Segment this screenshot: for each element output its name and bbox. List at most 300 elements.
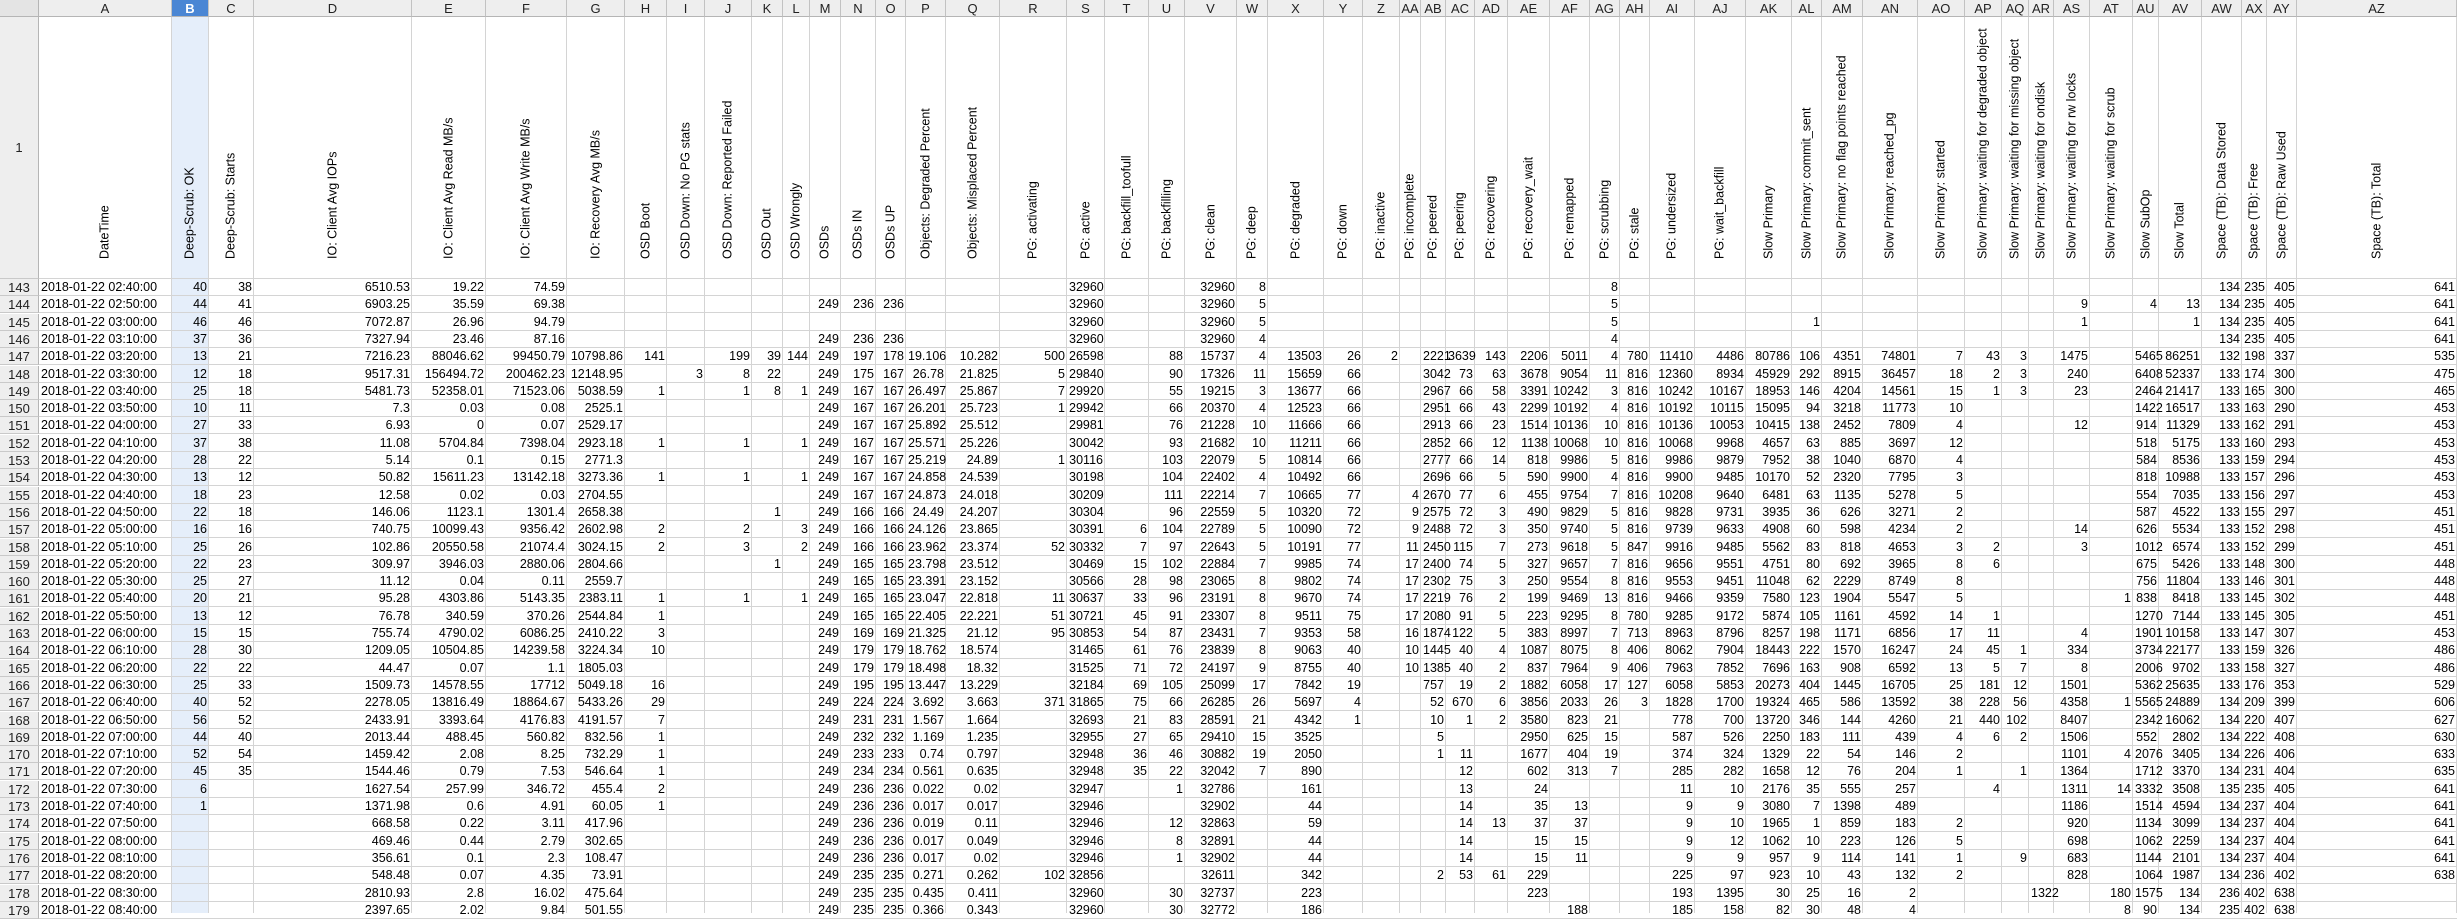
table-cell[interactable]: 224 [853, 695, 874, 709]
table-cell[interactable]: 816 [1627, 505, 1648, 519]
table-cell[interactable]: 816 [1627, 591, 1648, 605]
table-cell[interactable]: 1 [1354, 713, 1361, 727]
header-cell[interactable] [2297, 17, 2457, 279]
table-cell[interactable]: 11 [1987, 626, 2000, 640]
table-cell[interactable]: 9829 [1560, 505, 1588, 519]
table-cell[interactable]: 2018-01-22 06:00:00 [41, 626, 158, 640]
table-cell[interactable]: 1.235 [966, 730, 998, 744]
table-cell[interactable]: 6903.25 [364, 297, 410, 311]
table-cell[interactable]: 3 [2020, 349, 2027, 363]
table-cell[interactable]: 14 [1459, 816, 1473, 830]
row-header[interactable]: 177 [0, 867, 39, 884]
table-cell[interactable]: 8755 [1294, 661, 1322, 675]
table-cell[interactable]: 1805.03 [577, 661, 623, 675]
table-cell[interactable]: 26.78 [912, 367, 944, 381]
table-cell[interactable]: 346 [1799, 713, 1820, 727]
table-cell[interactable]: 5 [1499, 626, 1506, 640]
table-cell[interactable]: 167 [853, 401, 874, 415]
table-cell[interactable]: 0.07 [459, 868, 484, 882]
table-cell[interactable]: 1 [658, 799, 665, 813]
table-cell[interactable]: 1311 [2061, 782, 2088, 796]
header-cell[interactable] [1324, 17, 1363, 279]
row-header[interactable]: 149 [0, 383, 39, 400]
table-cell[interactable]: 66 [1347, 367, 1361, 381]
table-cell[interactable]: 40 [193, 280, 207, 294]
table-cell[interactable]: 145 [2244, 609, 2265, 623]
table-cell[interactable]: 26 [1604, 695, 1618, 709]
table-cell[interactable]: 6856 [1888, 626, 1916, 640]
header-cell[interactable] [1268, 17, 1324, 279]
table-cell[interactable]: 2450 [1423, 540, 1451, 554]
table-cell[interactable]: 535 [2434, 349, 2455, 363]
table-cell[interactable]: 371 [1044, 695, 1065, 709]
table-cell[interactable]: 10 [1949, 401, 1963, 415]
table-cell[interactable]: 44.47 [378, 661, 410, 675]
table-cell[interactable]: 713 [1627, 626, 1648, 640]
table-cell[interactable]: 9.84 [540, 903, 565, 917]
table-cell[interactable]: 10115 [1710, 401, 1744, 415]
row-header[interactable]: 165 [0, 660, 39, 677]
table-cell[interactable]: 66 [1459, 436, 1473, 450]
table-cell[interactable]: 32960 [1200, 332, 1235, 346]
table-cell[interactable]: 66 [1347, 453, 1361, 467]
table-cell[interactable]: 1501 [2060, 678, 2088, 692]
table-cell[interactable]: 10136 [1553, 418, 1588, 432]
table-cell[interactable]: 0.03 [459, 401, 484, 415]
table-cell[interactable]: 1 [2020, 643, 2027, 657]
table-cell[interactable]: 10 [1604, 436, 1618, 450]
table-cell[interactable]: 9968 [1716, 436, 1744, 450]
table-cell[interactable]: 0.435 [912, 886, 944, 900]
table-cell[interactable]: 1570 [1833, 643, 1861, 657]
header-cell[interactable] [1792, 17, 1822, 279]
table-cell[interactable]: 0.02 [459, 488, 484, 502]
header-cell[interactable] [2090, 17, 2133, 279]
table-cell[interactable]: 548.48 [371, 868, 410, 882]
table-cell[interactable]: 5 [1611, 453, 1618, 467]
table-cell[interactable]: 24.207 [959, 505, 998, 519]
table-cell[interactable]: 7 [1259, 557, 1266, 571]
table-cell[interactable]: 816 [1627, 418, 1648, 432]
table-cell[interactable]: 40 [238, 730, 252, 744]
table-cell[interactable]: 66 [1347, 418, 1361, 432]
table-cell[interactable]: 2101 [2172, 851, 2200, 865]
table-cell[interactable]: 4 [2150, 297, 2157, 311]
table-cell[interactable]: 2 [658, 782, 665, 796]
table-cell[interactable]: 8 [2081, 661, 2088, 675]
column-header-ay[interactable]: AY [2267, 0, 2297, 17]
table-cell[interactable]: 402 [2244, 903, 2265, 917]
table-cell[interactable]: 2852 [1423, 436, 1451, 450]
table-cell[interactable]: 816 [1627, 488, 1648, 502]
table-cell[interactable]: 2400 [1423, 557, 1451, 571]
table-cell[interactable]: 8 [1259, 574, 1266, 588]
table-cell[interactable]: 3024.15 [577, 540, 623, 554]
table-cell[interactable]: 2050 [1294, 747, 1322, 761]
header-cell[interactable] [705, 17, 752, 279]
table-cell[interactable]: 5 [1259, 540, 1266, 554]
table-cell[interactable]: 9640 [1716, 488, 1744, 502]
header-cell[interactable] [1822, 17, 1863, 279]
table-cell[interactable]: 249 [818, 470, 839, 484]
table-cell[interactable]: 233 [853, 747, 874, 761]
table-cell[interactable]: 602 [1527, 764, 1548, 778]
table-cell[interactable]: 17 [1405, 591, 1419, 605]
table-cell[interactable]: 11666 [1288, 418, 1322, 432]
header-cell[interactable] [1105, 17, 1149, 279]
header-cell[interactable] [1918, 17, 1965, 279]
table-cell[interactable]: 14 [1949, 609, 1963, 623]
header-cell[interactable] [1067, 17, 1105, 279]
table-cell[interactable]: 75 [1133, 695, 1147, 709]
table-cell[interactable]: 1 [743, 384, 750, 398]
row-header[interactable]: 175 [0, 833, 39, 850]
table-cell[interactable]: 32902 [1200, 799, 1235, 813]
table-cell[interactable]: 23065 [1200, 574, 1235, 588]
table-cell[interactable]: 641 [2434, 297, 2455, 311]
table-cell[interactable]: 249 [818, 799, 839, 813]
table-cell[interactable]: 9356.42 [519, 522, 565, 536]
table-cell[interactable]: 236 [883, 297, 904, 311]
table-cell[interactable]: 9551 [1716, 557, 1744, 571]
table-cell[interactable]: 7696 [1762, 661, 1790, 675]
row-header[interactable]: 172 [0, 781, 39, 798]
table-cell[interactable]: 9359 [1716, 591, 1744, 605]
table-cell[interactable]: 32960 [1069, 903, 1104, 917]
row-header[interactable]: 176 [0, 850, 39, 867]
table-cell[interactable]: 15 [1574, 834, 1588, 848]
table-cell[interactable]: 25.867 [959, 384, 998, 398]
row-header[interactable]: 145 [0, 314, 39, 331]
header-cell[interactable] [1237, 17, 1268, 279]
table-cell[interactable]: 4 [1611, 349, 1618, 363]
table-cell[interactable]: 6.93 [385, 418, 410, 432]
header-cell[interactable] [1746, 17, 1792, 279]
table-cell[interactable]: 9900 [1665, 470, 1693, 484]
table-cell[interactable]: 30198 [1069, 470, 1104, 484]
table-cell[interactable]: 5 [1956, 488, 1963, 502]
table-cell[interactable]: 3224.34 [577, 643, 623, 657]
table-cell[interactable]: 399 [2274, 695, 2295, 709]
table-cell[interactable]: 828 [2067, 868, 2088, 882]
table-cell[interactable]: 237 [2244, 816, 2265, 830]
table-cell[interactable]: 235 [853, 903, 874, 917]
table-cell[interactable]: 229 [1527, 868, 1548, 882]
column-header-af[interactable]: AF [1550, 0, 1590, 17]
column-header-r[interactable]: R [1000, 0, 1067, 17]
table-cell[interactable]: 46 [193, 315, 207, 329]
table-cell[interactable]: 23.962 [908, 540, 947, 554]
table-cell[interactable]: 9657 [1560, 557, 1588, 571]
table-cell[interactable]: 529 [2434, 678, 2455, 692]
table-cell[interactable]: 30 [1169, 886, 1183, 900]
table-cell[interactable]: 327 [1527, 557, 1548, 571]
table-cell[interactable]: 66 [1459, 418, 1473, 432]
table-cell[interactable]: 63 [1806, 488, 1820, 502]
table-cell[interactable]: 228 [1979, 695, 2000, 709]
table-cell[interactable]: 5534 [2172, 522, 2200, 536]
table-cell[interactable]: 2 [1993, 540, 2000, 554]
table-cell[interactable]: 13677 [1287, 384, 1322, 398]
column-header-ab[interactable]: AB [1421, 0, 1446, 17]
table-cell[interactable]: 134 [2219, 764, 2240, 778]
table-cell[interactable]: 7 [1140, 540, 1147, 554]
table-cell[interactable]: 30469 [1069, 557, 1104, 571]
table-cell[interactable]: 43 [1986, 349, 2000, 363]
column-header-ao[interactable]: AO [1918, 0, 1965, 17]
table-cell[interactable]: 17712 [530, 678, 565, 692]
header-cell[interactable] [1590, 17, 1620, 279]
table-cell[interactable]: 8963 [1665, 626, 1693, 640]
table-cell[interactable]: 8062 [1665, 643, 1693, 657]
table-cell[interactable]: 4 [1956, 453, 1963, 467]
table-cell[interactable]: 35.59 [452, 297, 484, 311]
table-cell[interactable]: 285 [1672, 764, 1693, 778]
table-cell[interactable]: 780 [1627, 609, 1648, 623]
row-header[interactable]: 150 [0, 400, 39, 417]
table-cell[interactable]: 32042 [1200, 764, 1235, 778]
table-cell[interactable]: 167 [853, 470, 874, 484]
table-cell[interactable]: 93 [1169, 436, 1183, 450]
table-cell[interactable]: 158 [1723, 903, 1744, 917]
table-cell[interactable]: 30391 [1069, 522, 1104, 536]
table-cell[interactable]: 156494.72 [424, 367, 484, 381]
table-cell[interactable]: 3 [1259, 384, 1266, 398]
row-header[interactable]: 155 [0, 487, 39, 504]
table-cell[interactable]: 23431 [1200, 626, 1235, 640]
table-cell[interactable]: 5 [1058, 367, 1065, 381]
table-cell[interactable]: 9554 [1560, 574, 1588, 588]
table-cell[interactable]: 560.82 [526, 730, 565, 744]
table-cell[interactable]: 144 [787, 349, 808, 363]
table-cell[interactable]: 1.664 [966, 713, 998, 727]
table-cell[interactable]: 1 [1993, 384, 2000, 398]
table-cell[interactable]: 2433.91 [364, 713, 410, 727]
header-cell[interactable] [906, 17, 946, 279]
table-cell[interactable]: 10208 [1658, 488, 1693, 502]
table-cell[interactable]: 186 [1301, 903, 1322, 917]
table-cell[interactable]: 32960 [1069, 886, 1104, 900]
table-cell[interactable]: 9739 [1665, 522, 1693, 536]
table-cell[interactable]: 7 [1956, 349, 1963, 363]
table-cell[interactable]: 232 [883, 730, 904, 744]
table-cell[interactable]: 1 [1437, 747, 1444, 761]
header-cell[interactable] [1400, 17, 1421, 279]
table-cell[interactable]: 2018-01-22 07:20:00 [41, 764, 158, 778]
table-cell[interactable]: 33 [238, 418, 252, 432]
table-cell[interactable]: 13 [1949, 661, 1963, 675]
table-cell[interactable]: 2810.93 [364, 886, 410, 900]
table-cell[interactable]: 0.1 [466, 851, 484, 865]
table-cell[interactable]: 370.26 [526, 609, 565, 623]
table-cell[interactable]: 3639 [1448, 349, 1476, 363]
table-cell[interactable]: 5853 [1716, 678, 1744, 692]
table-cell[interactable]: 14 [2117, 782, 2131, 796]
table-cell[interactable]: 108.47 [584, 851, 623, 865]
table-cell[interactable]: 2 [1909, 886, 1916, 900]
table-cell[interactable]: 3393.64 [438, 713, 484, 727]
table-cell[interactable]: 12523 [1287, 401, 1322, 415]
table-cell[interactable]: 18 [238, 367, 252, 381]
table-cell[interactable]: 405 [2274, 280, 2295, 294]
table-cell[interactable]: 51 [1051, 609, 1065, 623]
table-cell[interactable]: 10158 [2165, 626, 2200, 640]
table-cell[interactable]: 83 [1806, 540, 1820, 554]
table-cell[interactable]: 0.15 [540, 453, 565, 467]
table-cell[interactable]: 25.892 [908, 418, 947, 432]
table-cell[interactable]: 404 [2274, 764, 2295, 778]
table-cell[interactable]: 3525 [1294, 730, 1322, 744]
table-cell[interactable]: 18.498 [908, 661, 947, 675]
table-cell[interactable]: 41 [238, 297, 252, 311]
table-cell[interactable]: 24 [1534, 782, 1548, 796]
column-header-c[interactable]: C [209, 0, 254, 17]
table-cell[interactable]: 633 [2434, 747, 2455, 761]
row-header[interactable]: 151 [0, 417, 39, 434]
table-cell[interactable]: 22 [193, 505, 207, 519]
table-cell[interactable]: 77 [1347, 488, 1361, 502]
column-header-ag[interactable]: AG [1590, 0, 1620, 17]
table-cell[interactable]: 87.16 [533, 332, 565, 346]
table-cell[interactable]: 16 [651, 678, 665, 692]
table-cell[interactable]: 249 [818, 782, 839, 796]
table-cell[interactable]: 2383.11 [578, 591, 623, 605]
table-cell[interactable]: 9 [1686, 816, 1693, 830]
table-cell[interactable]: 165 [853, 609, 874, 623]
table-cell[interactable]: 282 [1723, 764, 1744, 778]
table-cell[interactable]: 69 [1133, 678, 1147, 692]
row-header[interactable]: 179 [0, 902, 39, 919]
table-cell[interactable]: 198 [1799, 626, 1820, 640]
table-cell[interactable]: 2951 [1423, 401, 1451, 415]
table-cell[interactable]: 169 [853, 626, 874, 640]
table-cell[interactable]: 134 [2219, 315, 2240, 329]
table-cell[interactable]: 5 [1499, 609, 1506, 623]
table-cell[interactable]: 2080 [1423, 609, 1451, 623]
table-cell[interactable]: 30304 [1069, 505, 1104, 519]
table-cell[interactable]: 10099.43 [431, 522, 484, 536]
table-cell[interactable]: 21 [1252, 713, 1266, 727]
table-cell[interactable]: 1101 [2061, 747, 2088, 761]
table-cell[interactable]: 2018-01-22 08:00:00 [41, 834, 158, 848]
table-cell[interactable]: 231 [883, 713, 904, 727]
table-cell[interactable]: 4 [1956, 730, 1963, 744]
table-cell[interactable]: 156 [2244, 488, 2265, 502]
table-cell[interactable]: 7795 [1888, 470, 1916, 484]
table-cell[interactable]: 587 [2136, 505, 2157, 519]
table-cell[interactable]: 2804.66 [577, 557, 623, 571]
table-cell[interactable]: 249 [818, 557, 839, 571]
table-cell[interactable]: 4908 [1762, 522, 1790, 536]
table-cell[interactable]: 13503 [1287, 349, 1322, 363]
table-cell[interactable]: 74 [1347, 574, 1361, 588]
table-cell[interactable]: 1209.05 [364, 643, 410, 657]
table-cell[interactable]: 32960 [1069, 280, 1104, 294]
table-cell[interactable]: 21.325 [908, 626, 947, 640]
table-cell[interactable]: 3391 [1520, 384, 1548, 398]
table-cell[interactable]: 9802 [1294, 574, 1322, 588]
table-cell[interactable]: 9702 [2172, 661, 2200, 675]
table-cell[interactable]: 180 [2110, 886, 2131, 900]
table-cell[interactable]: 8075 [1560, 643, 1588, 657]
header-cell[interactable] [1421, 17, 1446, 279]
table-cell[interactable]: 13.229 [959, 678, 998, 692]
table-cell[interactable]: 32960 [1069, 315, 1104, 329]
table-cell[interactable]: 908 [1840, 661, 1861, 675]
table-cell[interactable]: 33 [1133, 591, 1147, 605]
table-cell[interactable]: 44 [193, 730, 207, 744]
table-cell[interactable]: 165 [883, 609, 904, 623]
table-cell[interactable]: 7842 [1294, 678, 1322, 692]
table-cell[interactable]: 1658 [1762, 764, 1790, 778]
table-cell[interactable]: 13592 [1881, 695, 1916, 709]
column-header-ap[interactable]: AP [1965, 0, 2002, 17]
table-cell[interactable]: 20370 [1200, 401, 1235, 415]
column-header-x[interactable]: X [1268, 0, 1324, 17]
row-header[interactable]: 170 [0, 746, 39, 763]
header-cell[interactable] [946, 17, 1000, 279]
table-cell[interactable]: 102.86 [371, 540, 410, 554]
table-cell[interactable]: 5 [1437, 730, 1444, 744]
table-cell[interactable]: 440 [1979, 713, 2000, 727]
table-cell[interactable]: 757 [1423, 678, 1444, 692]
table-cell[interactable]: 236 [853, 297, 874, 311]
table-cell[interactable]: 86251 [2165, 349, 2200, 363]
table-cell[interactable]: 406 [1627, 661, 1648, 675]
table-cell[interactable]: 2320 [1833, 470, 1861, 484]
table-cell[interactable]: 22402 [1200, 470, 1235, 484]
column-header-w[interactable]: W [1237, 0, 1268, 17]
table-cell[interactable]: 18 [193, 488, 207, 502]
table-cell[interactable]: 5465 [2135, 349, 2163, 363]
table-cell[interactable]: 8 [743, 367, 750, 381]
table-cell[interactable]: 146 [1895, 747, 1916, 761]
table-cell[interactable]: 9754 [1560, 488, 1588, 502]
table-cell[interactable]: 249 [818, 730, 839, 744]
table-cell[interactable]: 12 [193, 367, 207, 381]
table-cell[interactable]: 115 [1453, 540, 1473, 554]
table-cell[interactable]: 23.798 [908, 557, 947, 571]
table-cell[interactable]: 133 [2219, 643, 2240, 657]
table-cell[interactable]: 297 [2274, 488, 2295, 502]
table-cell[interactable]: 816 [1627, 367, 1648, 381]
row-header[interactable]: 152 [0, 435, 39, 452]
table-cell[interactable]: 5.14 [385, 453, 410, 467]
table-cell[interactable]: 174 [2244, 367, 2265, 381]
table-cell[interactable]: 7 [1259, 626, 1266, 640]
table-cell[interactable]: 2950 [1520, 730, 1548, 744]
table-cell[interactable]: 21.12 [966, 626, 998, 640]
header-cell[interactable] [209, 17, 254, 279]
table-cell[interactable]: 11773 [1882, 401, 1916, 415]
table-cell[interactable]: 3 [2020, 384, 2027, 398]
table-cell[interactable]: 9828 [1665, 505, 1693, 519]
table-cell[interactable]: 2018-01-22 08:40:00 [41, 903, 158, 917]
table-cell[interactable]: 302.65 [584, 834, 623, 848]
header-cell[interactable] [172, 17, 209, 279]
table-cell[interactable]: 404 [1567, 747, 1588, 761]
table-cell[interactable]: 23307 [1200, 609, 1235, 623]
table-cell[interactable]: 14239.58 [512, 643, 565, 657]
column-header-b[interactable]: B [172, 0, 209, 17]
table-cell[interactable]: 8536 [2172, 453, 2200, 467]
table-cell[interactable]: 404 [2274, 799, 2295, 813]
table-cell[interactable]: 2018-01-22 04:40:00 [41, 488, 158, 502]
table-cell[interactable]: 46 [1169, 747, 1183, 761]
table-cell[interactable]: 2018-01-22 04:10:00 [41, 436, 158, 450]
table-cell[interactable]: 3734 [2135, 643, 2163, 657]
table-cell[interactable]: 15 [1252, 730, 1266, 744]
